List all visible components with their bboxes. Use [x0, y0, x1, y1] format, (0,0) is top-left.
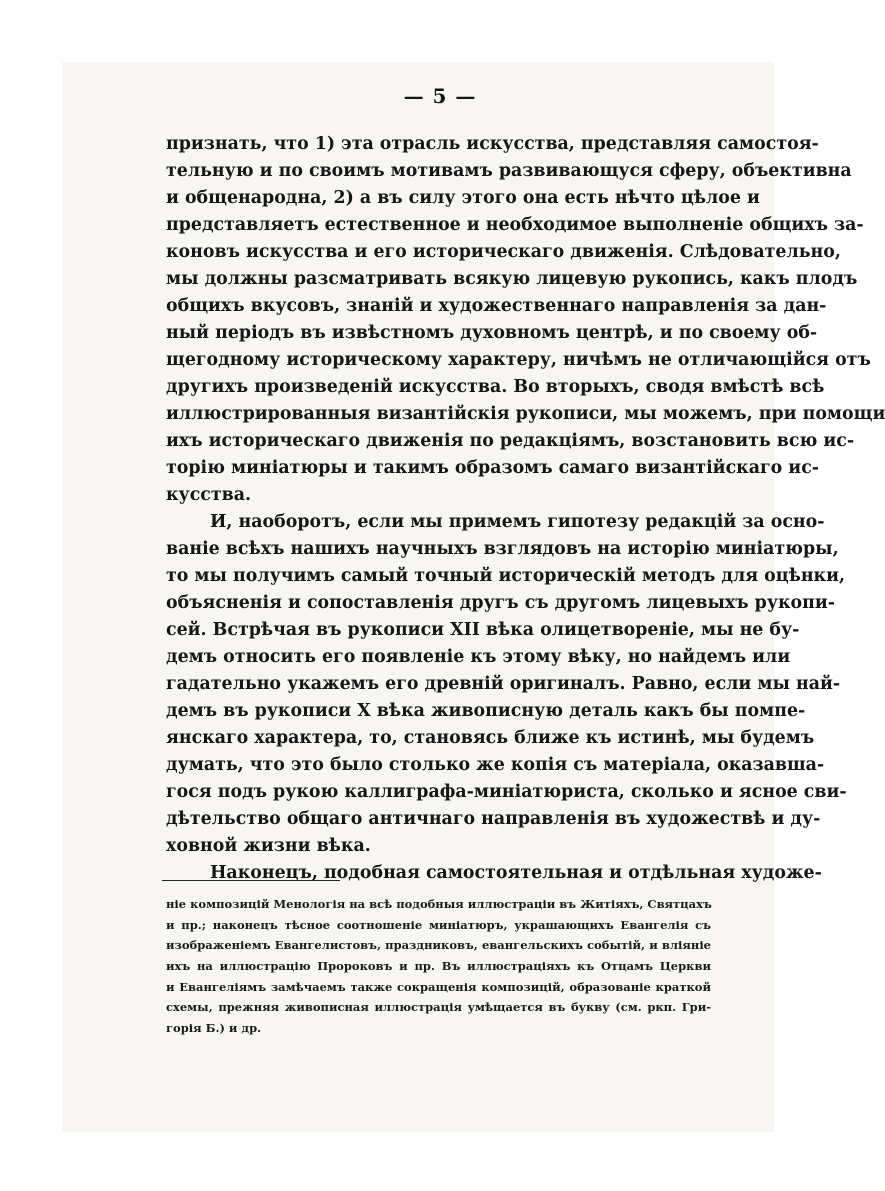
footnote-line: и Евангеліямъ замѣчаемъ также сокращенія композицій, образованіе краткой	[166, 979, 711, 994]
body-line: объясненія и сопоставленія другъ съ другомъ лицевыхъ рукопи-	[166, 593, 835, 613]
body-line: кусства.	[166, 485, 252, 505]
body-line: янскаго характера, то, становясь ближе къ истинѣ, мы будемъ	[166, 728, 815, 748]
footnote-line: ніе композицій Менологія на всѣ подобныя иллюстраціи въ Житіяхъ, Святцахъ	[166, 897, 712, 911]
footnote-line: схемы, прежняя живописная иллюстрація умѣщается въ букву (см. ркп. Гри-	[166, 1000, 711, 1015]
body-line: гося подъ рукою каллиграфа-миніатюриста, сколько и ясное сви-	[166, 782, 847, 802]
footnote-line: ихъ на иллюстрацію Пророковъ и пр. Въ иллюстраціяхъ къ Отцамъ Церкви	[166, 959, 711, 974]
body-line: торію миніатюры и такимъ образомъ самаго византійскаго ис-	[166, 458, 820, 478]
body-line: признать, что 1) эта отрасль искусства, представляя самостоя-	[166, 134, 819, 154]
body-line: ихъ историческаго движенія по редакціямъ, возстановить всю ис-	[166, 431, 855, 451]
body-line: другихъ произведеній искусства. Во вторыхъ, сводя вмѣстѣ всѣ	[166, 377, 825, 397]
body-text	[166, 131, 885, 887]
body-line: думать, что это было столько же копія съ матеріала, оказавша-	[166, 755, 825, 775]
body-line: ваніе всѣхъ нашихъ научныхъ взглядовъ на исторію миніатюры,	[166, 539, 839, 559]
footnote-line: и пр.; наконецъ тѣсное соотношеніе миніатюръ, украшающихъ Евангелія съ	[166, 917, 711, 932]
footnote-line: изображеніемъ Евангелистовъ, праздниковъ, евангельскихъ событій, и вліяніе	[166, 938, 711, 953]
body-line: гадательно укажемъ его древній оригиналъ. Равно, если мы най-	[166, 674, 841, 694]
body-line: ховной жизни вѣка.	[166, 836, 371, 856]
body-line: тельную и по своимъ мотивамъ развивающуся сферу, объективна	[166, 161, 852, 181]
footnote-divider	[162, 880, 340, 881]
body-line: дѣтельство общаго античнаго направленія въ художествѣ и ду-	[166, 809, 821, 829]
body-line: коновъ искусства и его историческаго движенія. Слѣдовательно,	[166, 242, 841, 262]
body-line: мы должны разсматривать всякую лицевую рукопись, какъ плодъ	[166, 269, 858, 289]
body-line: и общенародна, 2) а въ силу этого она есть нѣчто цѣлое и	[166, 188, 760, 208]
body-line: Наконецъ, подобная самостоятельная и отдѣльная художе-	[210, 863, 822, 883]
body-line: щегодному историческому характеру, ничѣмъ не отличающійся отъ	[166, 350, 871, 370]
body-line: ный періодъ въ извѣстномъ духовномъ центрѣ, и по своему об-	[166, 323, 818, 343]
body-line: представляетъ естественное и необходимое выполненіе общихъ за-	[166, 215, 864, 235]
body-line: И, наоборотъ, если мы примемъ гипотезу редакцій за осно-	[210, 512, 825, 532]
footnote-line: горія Б.) и др.	[166, 1021, 262, 1036]
body-line: демъ въ рукописи X вѣка живописную деталь какъ бы помпе-	[166, 701, 806, 721]
body-line: демъ относить его появленіе къ этому вѣку, но найдемъ или	[166, 647, 791, 667]
body-line: сей. Встрѣчая въ рукописи XII вѣка олицетвореніе, мы не бу-	[166, 620, 800, 640]
body-line: то мы получимъ самый точный историческій методъ для оцѣнки,	[166, 566, 846, 586]
body-line: иллюстрированныя византійскія рукописи, мы можемъ, при помощи	[166, 404, 885, 424]
body-line: общихъ вкусовъ, знаній и художественнаго направленія за дан-	[166, 296, 827, 316]
footnote	[166, 894, 711, 1039]
page-number: — 5 —	[403, 84, 477, 108]
